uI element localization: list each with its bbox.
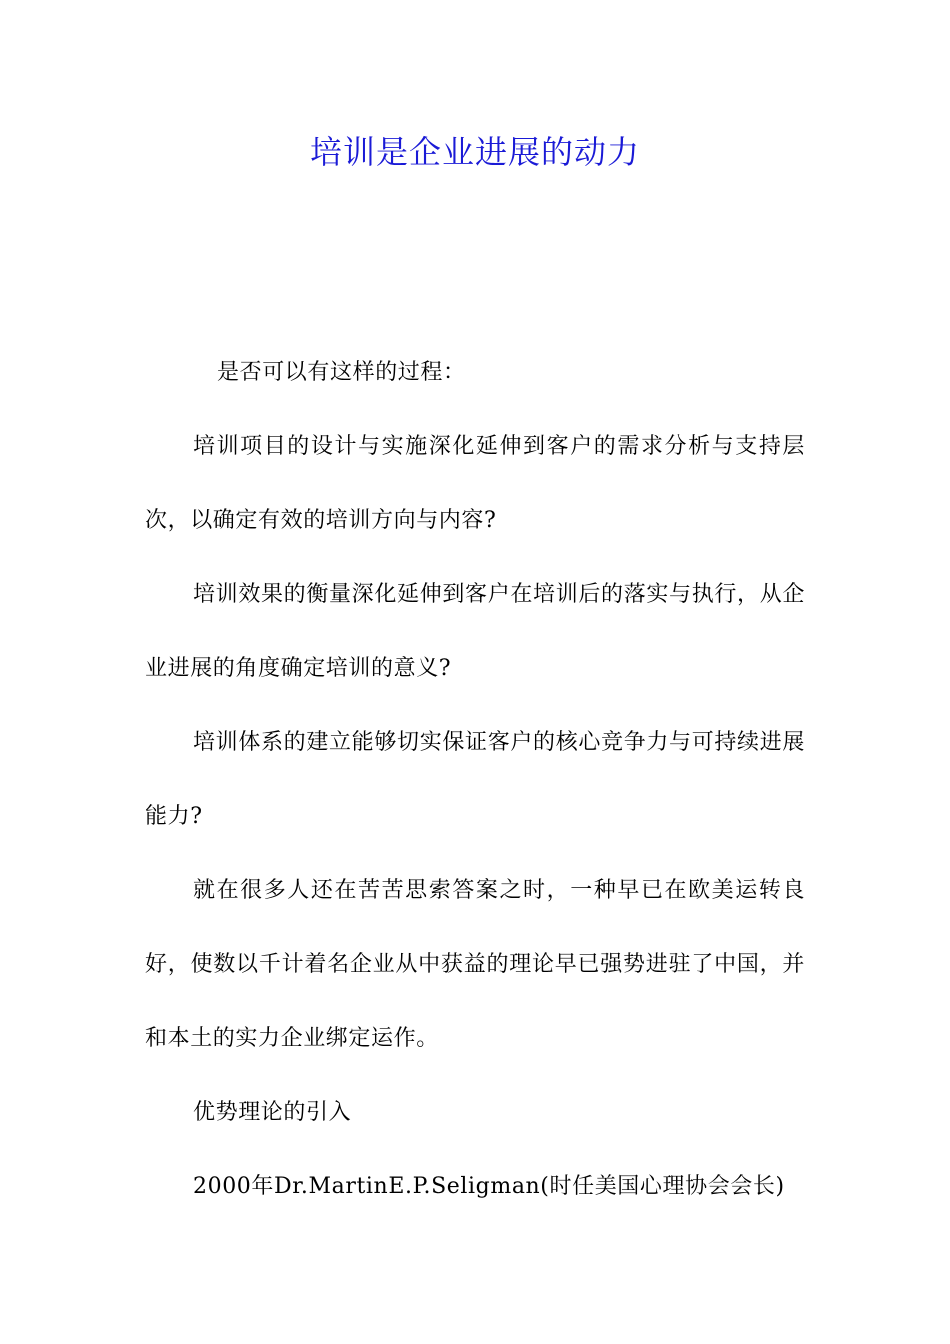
paragraph-section-heading: 优势理论的引入: [193, 1100, 352, 1125]
paragraph-question-intro: 是否可以有这样的过程：: [217, 360, 466, 385]
paragraph-theory-arrival: 就在很多人还在苦苦思索答案之时，一种早已在欧美运转良好，使数以千计着名企业从中获益的理论早已强势进驻了中国，并和本土的实力企业绑定运作。: [145, 878, 805, 1051]
document-body: [145, 336, 805, 1224]
document-title: 培训是企业进展的动力: [309, 133, 640, 171]
paragraph-training-design: 培训项目的设计与实施深化延伸到客户的需求分析与支持层次，以确定有效的培训方向与内容?: [145, 434, 805, 533]
paragraph-training-effect: 培训效果的衡量深化延伸到客户在培训后的落实与执行，从企业进展的角度确定培训的意义?: [145, 582, 805, 681]
paragraph-training-system: 培训体系的建立能够切实保证客户的核心竞争力与可持续进展能力?: [145, 730, 805, 829]
paragraph-seligman: 2000年Dr.MartinE.P.Seligman(时任美国心理协会会长): [193, 1174, 785, 1199]
